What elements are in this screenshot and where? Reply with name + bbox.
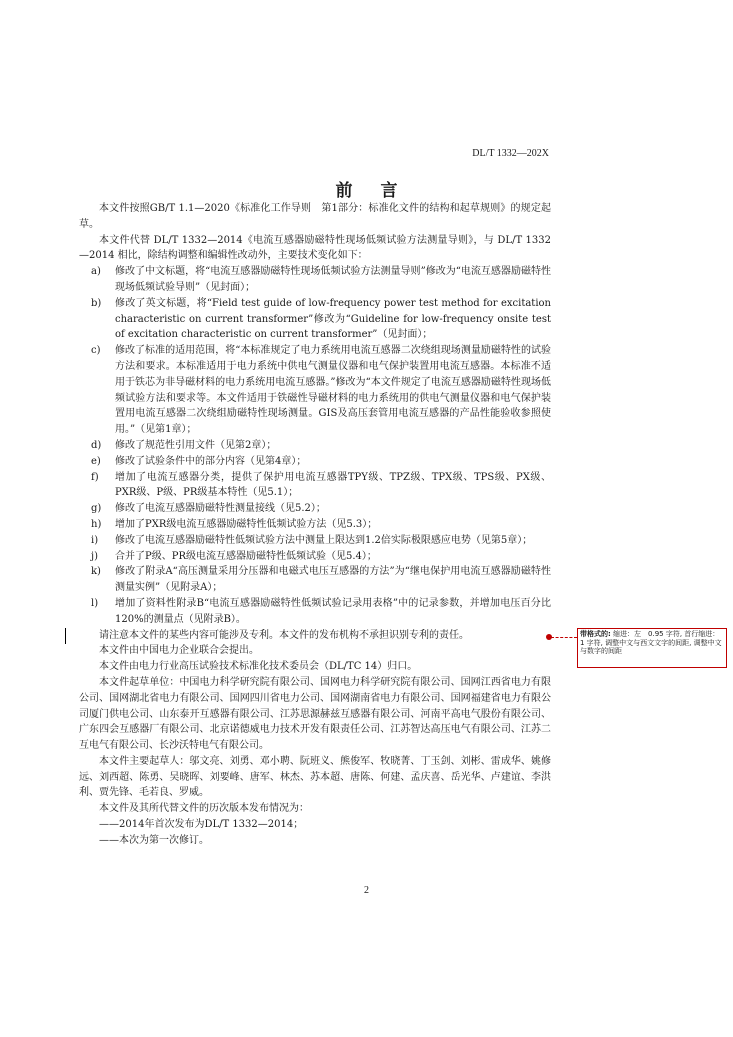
section-title: 前言: [335, 181, 426, 201]
item-text: 修改了中文标题，将“电流互感器励磁特性现场低频试验方法测量导则”修改为“电流互感器励磁特性现场低频试验导则”（见封面）；: [115, 266, 551, 293]
item-text: 合并了P级、PR级电流互感器励磁特性低频试验（见5.4）；: [115, 550, 377, 562]
item-text: 增加了资料性附录B“电流互感器励磁特性低频试验记录用表格”中的记录参数，并增加电压百分比120%的测量点（见附录B）。: [115, 597, 551, 625]
item-text: 增加了PXR级电流互感器励磁特性低频试验方法（见5.3）；: [115, 518, 378, 530]
item-text: 修改了附录A“高压测量采用分压器和电磁式电压互感器的方法”为“继电保护用电流互感器励磁特性测量实例”（见附录A）；: [115, 566, 551, 594]
history-item: ——本次为第一次修订。: [99, 834, 209, 846]
change-item: [79, 533, 551, 549]
text-cursor: [65, 628, 66, 644]
change-item: [79, 549, 551, 565]
change-item: [79, 438, 551, 454]
item-text: 修改了英文标题，将“Field test guide of low-frequency power test method for excitation characteristic on current transformer”修改为“Guideline for low-frequency onsite test of excitation characteristic on current transformer”（见封面）；: [115, 297, 551, 341]
item-label: l): [91, 597, 99, 609]
change-item: [79, 454, 551, 470]
item-text: 修改了电流互感器励磁特性低频试验方法中测量上限达到1.2倍实际极限感应电势（见第5章）；: [115, 534, 533, 546]
intro-paragraph: 本文件按照GB/T 1.1—2020《标准化工作导则 第1部分：标准化文件的结构和起草规则》的规定起草。: [79, 203, 551, 230]
item-label: k): [91, 566, 101, 578]
item-label: j): [91, 550, 99, 562]
committee-paragraph: 本文件由电力行业高压试验技术标准化技术委员会（DL/TC 14）归口。: [99, 661, 418, 673]
comment-label: 带格式的:: [580, 630, 611, 638]
intro-paragraph: 本文件代替 DL/T 1332—2014《电流互感器励磁特性现场低频试验方法测量导则》，与 DL/T 1332—2014 相比，除结构调整和编辑性改动外，主要技术变化如下：: [79, 234, 551, 262]
item-text: 修改了电流互感器励磁特性测量接线（见5.2）；: [115, 503, 326, 515]
item-label: c): [91, 345, 101, 357]
document-body: [79, 201, 551, 849]
drafters-paragraph: 本文件主要起草人：邬文亮、刘勇、邓小聘、阮班义、熊俊军、牧晓菁、丁玉剑、刘彬、雷成华、姚修远、刘西超、陈勇、吴晓晖、刘要峰、唐军、林杰、苏本超、唐陈、何建、孟庆喜、岳光华、卢建谊、李洪利、贾先锋、毛若良、罗威。: [79, 755, 551, 799]
history-intro: 本文件及其所代替文件的历次版本发布情况为：: [99, 803, 309, 815]
change-item: [79, 296, 551, 343]
proposer-paragraph: 本文件由中国电力企业联合会提出。: [99, 645, 259, 657]
item-label: d): [91, 439, 102, 451]
change-item: [79, 501, 551, 517]
item-label: h): [91, 518, 102, 530]
patent-notice: 请注意本文件的某些内容可能涉及专利。本文件的发布机构不承担识别专利的责任。: [99, 629, 469, 641]
change-item: [79, 264, 551, 296]
item-text: 增加了电流互感器分类，提供了保护用电流互感器TPY级、TPZ级、TPX级、TPS级、PX级、PXR级、P级、PR级基本特性（见5.1）；: [115, 471, 551, 499]
item-text: 修改了标准的适用范围，将“本标准规定了电力系统用电流互感器二次绕组现场测量励磁特性的试验方法和要求。本标准适用于电力系统中供电气测量仪器和电气保护装置用电流互感器。本标准不适用于铁芯为非导磁材料的电力系统用电流互感器。”修改为“本文件规定了电流互感器励磁特性现场低频试验方法和要求等。本文件适用于铁磁性导磁材料的电力系统用的供电气测量仪器和电气保护装置用电流互感器二次绕组励磁特性现场测量。GIS及高压套管用电流互感器的产品性能验收参照使用。”（见第1章）；: [115, 345, 551, 436]
comment-connector: [551, 637, 577, 638]
item-text: 修改了试验条件中的部分内容（见第4章）；: [115, 455, 307, 467]
history-item: ——2014年首次发布为DL/T 1332—2014；: [99, 819, 304, 831]
drafting-units-paragraph: 本文件起草单位：中国电力科学研究院有限公司、国网电力科学研究院有限公司、国网江西省电力有限公司、国网湖北省电力有限公司、国网四川省电力公司、国网湖南省电力有限公司、国网福建省电力有限公司厦门供电公司、山东泰开互感器有限公司、江苏思源赫兹互感器有限公司、河南平高电气股份有限公司、广东四会互感器厂有限公司、北京诺德威电力技术开发有限责任公司、江苏智达高压电气有限公司、江苏二互电气有限公司、长沙沃特电气有限公司。: [79, 676, 551, 752]
item-label: i): [91, 534, 99, 546]
page-number: 2: [364, 885, 369, 896]
change-item: [79, 596, 551, 628]
change-item: [79, 564, 551, 596]
change-item: [79, 343, 551, 438]
change-item: [79, 470, 551, 502]
item-text: 修改了规范性引用文件（见第2章）；: [115, 439, 277, 451]
change-item: [79, 517, 551, 533]
item-label: b): [91, 297, 102, 309]
comment-text: 缩进：左 0.95 字符, 首行缩进： 1 字符, 调整中文与西文文字的间距, 调整中文与数字的间距: [580, 630, 723, 655]
item-label: a): [91, 266, 101, 278]
item-label: f): [91, 471, 99, 483]
format-comment-balloon[interactable]: [577, 628, 727, 668]
document-code: DL/T 1332—202X: [472, 148, 549, 159]
item-label: e): [91, 455, 101, 467]
item-label: g): [91, 503, 102, 515]
